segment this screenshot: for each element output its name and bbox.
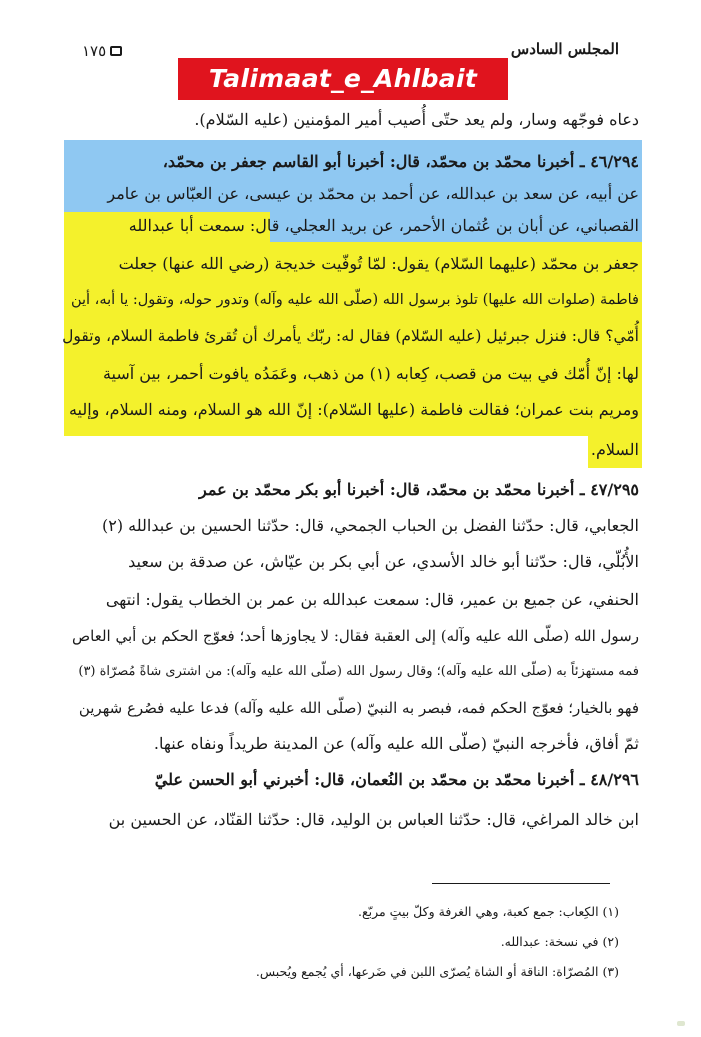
text-line-7: أُمّي؟ قال: فنزل جبرئيل (عليه السّلام) فقال له: ربّك يأمرك أن تُقرئ فاطمة السلام، وتقول: [62, 327, 639, 345]
text-line-16: فمه مستهزئاً به (صلّى الله عليه وآله)؛ وقال رسول الله (صلّى الله عليه وآله): من اشترى شاةً مُصرّاة (٣): [78, 664, 639, 679]
text-line-8: لها: إنّ أُمّك في بيت من قصب، كِعابه (١) من ذهب، وعَمَدُه يافوت أحمر، بين آسية: [102, 364, 639, 383]
footnote-3: (٣) المُصرّاة: الناقة أو الشاة يُصرّى اللبن في ضَرعها، أي يُجمع ويُحبس.: [255, 964, 619, 979]
hadith-296-heading: ٤٨/٢٩٦ ـ أخبرنا محمّد بن محمّد بن النُعمان، قال: أخبرني أبو الحسن عليّ: [154, 770, 639, 789]
text-line-6: فاطمة (صلوات الله عليها) تلوذ برسول الله (صلّى الله عليه وآله) وتدور حوله، وتقول: يا أبه، أين: [70, 292, 639, 308]
text-line-17: فهو بالخيار؛ فعوّج الحكم فمه، فبصر به النبيّ (صلّى الله عليه وآله) فدعا عليه فصُرع شهرين: [78, 699, 639, 717]
page-number-text: ١٧٥: [82, 42, 107, 60]
watermark-banner: Talimaat_e_Ahlbait: [178, 58, 508, 100]
footnote-divider: [432, 883, 610, 884]
text-line-9: ومريم بنت عمران؛ فقالت فاطمة (عليها السّلام): إنّ الله هو السلام، ومنه السلام، وإليه: [68, 400, 639, 419]
text-line-15: رسول الله (صلّى الله عليه وآله) إلى العقبة فقال: لا يجاوزها أحد؛ فعوّج الحكم بن أبي العاص: [72, 627, 639, 645]
chapter-title: المجلس السادس: [510, 40, 619, 58]
text-line-18: ثمّ أفاق، فأخرجه النبيّ (صلّى الله عليه وآله) عن المدينة طريداً ونفاه عنها.: [153, 734, 639, 753]
text-line-20: ابن خالد المراغي، قال: حدّثنا العباس بن الوليد، قال: حدّثنا القنّاد، عن الحسين بن: [108, 810, 639, 829]
footnote-2: (٢) في نسخة: عبدالله.: [500, 934, 619, 949]
text-line-5: جعفر بن محمّد (عليهما السّلام) يقول: لمّا تُوفّيت خديجة (رضي الله عنها) جعلت: [118, 254, 639, 273]
text-line-12: الجعابي، قال: حدّثنا الفضل بن الحباب الجمحي، قال: حدّثنا الحسين بن عبدالله (٢): [102, 516, 639, 535]
hadith-295-heading: ٤٧/٢٩٥ ـ أخبرنا محمّد بن محمّد، قال: أخبرنا أبو بكر محمّد بن عمر: [198, 480, 639, 499]
book-icon: [110, 46, 122, 56]
hadith-294-heading: ٤٦/٢٩٤ ـ أخبرنا محمّد بن محمّد، قال: أخبرنا أبو القاسم جعفر بن محمّد،: [162, 152, 639, 171]
text-line-14: الحنفي، عن جميع بن عمير، قال: سمعت عبدالله بن عمر بن الخطاب يقول: انتهى: [105, 590, 639, 609]
text-line-4: القصباني، عن أبان بن عُثمان الأحمر، عن بريد العجلي، قال: سمعت أبا عبدالله: [128, 216, 639, 235]
text-line-3: عن أبيه، عن سعد بن عبدالله، عن أحمد بن محمّد بن عيسى، عن العبّاس بن عامر: [107, 184, 639, 203]
corner-mark: [677, 1021, 685, 1026]
footnote-1: (١) الكِعاب: جمع كعبة، وهي الغرفة وكلّ بيتٍ مربّع.: [358, 904, 619, 919]
page-number: [82, 42, 122, 60]
text-line-10: السلام.: [590, 440, 639, 459]
text-line-13: الأُبُلّي، قال: حدّثنا أبو خالد الأسدي، عن أبي بكر بن عيّاش، عن صدقة بن سعيد: [128, 552, 639, 571]
text-line-1: دعاه فوجّهه وسار، ولم يعد حتّى أُصيب أمير المؤمنين (عليه السّلام).: [194, 110, 639, 129]
